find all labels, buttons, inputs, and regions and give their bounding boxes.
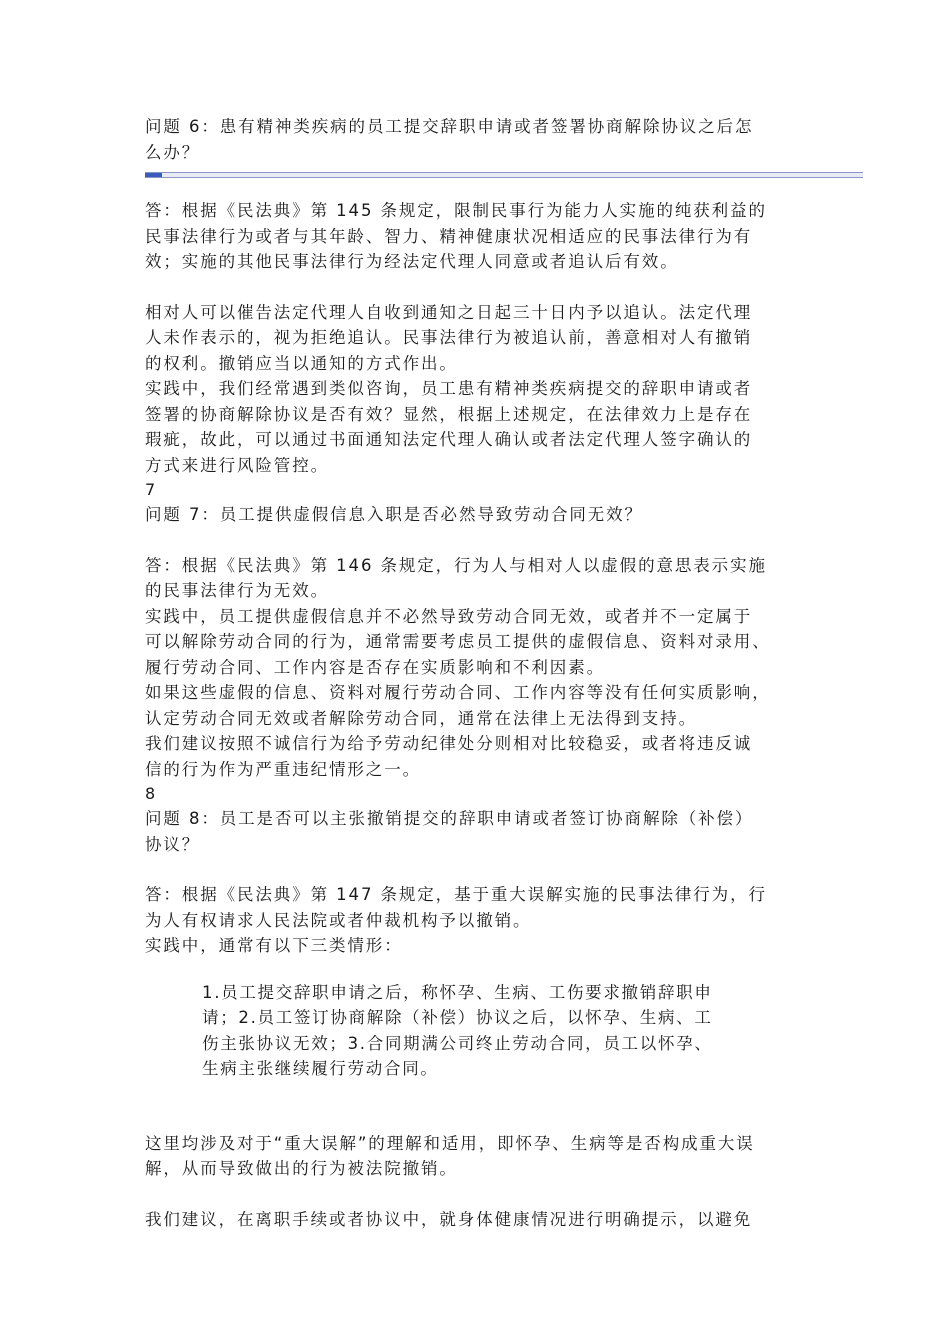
answer-8-paragraph-3 xyxy=(145,1207,810,1233)
text-line: 答：根据《民法典》第 147 条规定，基于重大误解实施的民事法律行为，行 xyxy=(145,885,767,904)
answer-8 xyxy=(145,882,810,959)
text-line: 实践中，员工提供虚假信息并不必然导致劳动合同无效，或者并不一定属于 xyxy=(145,606,753,626)
text-line: 实践中，我们经常遇到类似咨询，员工患有精神类疾病提交的辞职申请或者 xyxy=(145,379,753,398)
text-line: 可以解除劳动合同的行为，通常需要考虑员工提供的虚假信息、资料对录用、 xyxy=(145,632,771,651)
quote-line: 生病主张继续履行劳动合同。 xyxy=(202,1059,439,1078)
text-line: 民事法律行为或者与其年龄、智力、精神健康状况相适应的民事法律行为有 xyxy=(145,226,753,246)
question-8-line: 协议？ xyxy=(145,834,201,854)
cases-quote-block xyxy=(145,980,810,1082)
text-line: 实践中，通常有以下三类情形： xyxy=(145,936,403,955)
question-6 xyxy=(145,114,810,165)
text-line: 答：根据《民法典》第 146 条规定，行为人与相对人以虚假的意思表示实施 xyxy=(145,555,767,575)
text-line: 瑕疵，故此，可以通过书面通知法定代理人确认或者法定代理人签字确认的 xyxy=(145,430,753,449)
text-line: 履行劳动合同、工作内容是否存在实质影响和不利因素。 xyxy=(145,657,605,677)
question-8-line: 问题 8：员工是否可以主张撤销提交的辞职申请或者签订协商解除（补偿） xyxy=(145,809,754,828)
text-line: 签署的协商解除协议是否有效？显然，根据上述规定，在法律效力上是存在 xyxy=(145,404,753,424)
question-8 xyxy=(145,806,810,857)
text-line: 人未作表示的，视为拒绝追认。民事法律行为被追认前，善意相对人有撤销 xyxy=(145,328,753,347)
answer-7 xyxy=(145,553,810,783)
answer-6-paragraph-1 xyxy=(145,198,810,275)
text-line: 信的行为作为严重违纪情形之一。 xyxy=(145,759,421,779)
text-line: 的权利。撤销应当以通知的方式作出。 xyxy=(145,353,458,373)
text-line: 我们建议，在离职手续或者协议中，就身体健康情况进行明确提示，以避免 xyxy=(145,1209,753,1229)
question-6-line: 么办？ xyxy=(145,142,201,162)
quote-line: 伤主张协议无效；3.合同期满公司终止劳动合同，员工以怀孕、 xyxy=(202,1033,713,1053)
text-line: 方式来进行风险管控。 xyxy=(145,455,329,475)
document-body xyxy=(145,114,810,1232)
text-line: 这里均涉及对于“重大误解”的理解和适用，即怀孕、生病等是否构成重大误 xyxy=(145,1133,755,1153)
text-line: 的民事法律行为无效。 xyxy=(145,581,329,600)
text-line: 答：根据《民法典》第 145 条规定，限制民事行为能力人实施的纯获利益的 xyxy=(145,201,767,220)
text-line: 如果这些虚假的信息、资料对履行劳动合同、工作内容等没有任何实质影响， xyxy=(145,683,771,702)
section-number-7: 7 xyxy=(145,480,156,499)
quote-line: 请；2.员工签订协商解除（补偿）协议之后，以怀孕、生病、工 xyxy=(202,1008,713,1027)
text-line: 为人有权请求人民法院或者仲裁机构予以撤销。 xyxy=(145,910,532,930)
section-number-8: 8 xyxy=(145,784,156,803)
answer-8-paragraph-2 xyxy=(145,1131,810,1182)
text-line: 认定劳动合同无效或者解除劳动合同，通常在法律上无法得到支持。 xyxy=(145,708,697,728)
quote-line: 1.员工提交辞职申请之后，称怀孕、生病、工伤要求撤销辞职申 xyxy=(202,982,713,1002)
text-line: 相对人可以催告法定代理人自收到通知之日起三十日内予以追认。法定代理 xyxy=(145,302,753,322)
question-7: 问题 7：员工提供虚假信息入职是否必然导致劳动合同无效？ xyxy=(145,505,643,524)
text-line: 解，从而导致做出的行为被法院撤销。 xyxy=(145,1159,458,1178)
answer-6-paragraph-2 xyxy=(145,300,810,479)
question-6-line: 问题 6：患有精神类疾病的员工提交辞职申请或者签署协商解除协议之后怎 xyxy=(145,117,754,136)
text-line: 效；实施的其他民事法律行为经法定代理人同意或者追认后有效。 xyxy=(145,252,679,271)
text-line: 我们建议按照不诚信行为给予劳动纪律处分则相对比较稳妥，或者将违反诚 xyxy=(145,734,753,753)
